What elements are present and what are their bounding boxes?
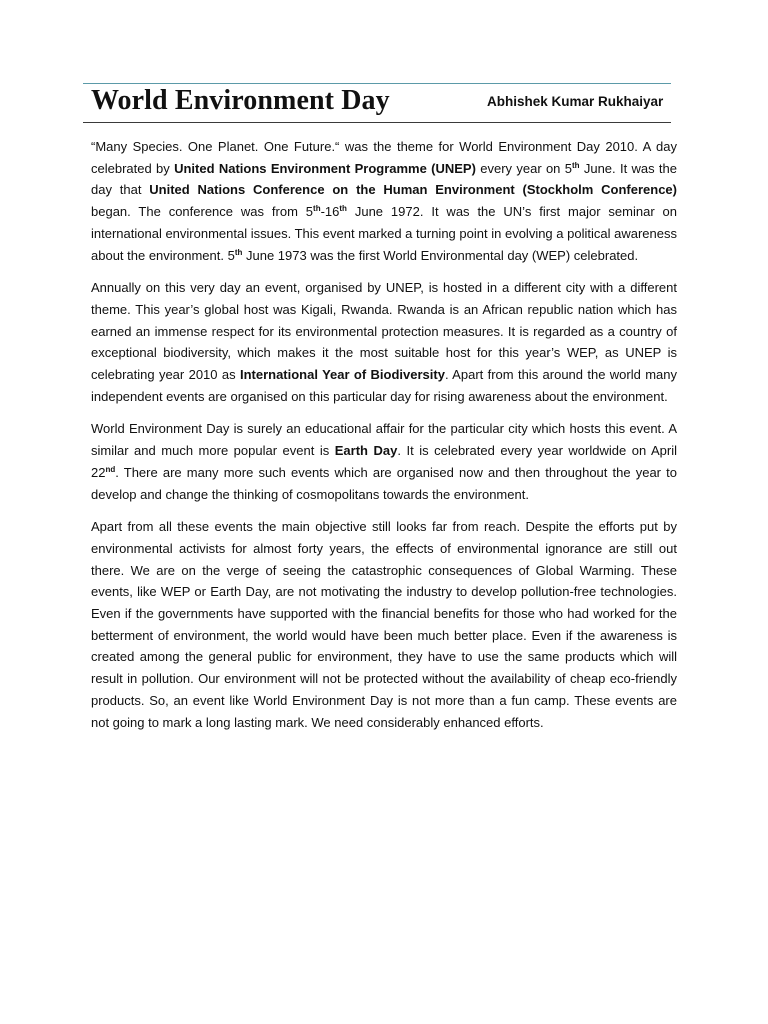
text-run: every year on 5	[475, 160, 572, 176]
paragraph-conclusion	[91, 516, 677, 733]
ordinal-superscript: nd	[105, 464, 116, 474]
article-body	[91, 136, 677, 744]
text-run: . It is celebrated every year worldwide on April 22	[91, 443, 677, 480]
text-run: Apart from all these events the main objective still looks far from reach. Despite the efforts put by environmental activists for almost forty years, the effects of environmental ignorance are still out there. We are on the verge of seeing the catastrophic consequences of Global Warming. These events, like WEP or Earth Day, are not motivating the industry to develop pollution-free technologies. Even if the governments have supported with the financial benefits for those who had worked for the betterment of environment, the world would have been much better place. Even if the awareness is created among the general public for environment, they have to use the same products which will result in pollution. Our environment will not be protected without the availability of cheap eco-friendly products. So, an event like World Environment Day is not more than a fun camp. These events are not going to mark a long lasting mark. We need considerably enhanced efforts.	[91, 519, 677, 730]
paragraph-theme-history	[91, 136, 677, 266]
ordinal-superscript: th	[339, 204, 347, 214]
text-run: . There are many more such events which are organised now and then throughout the year to develop and change the thinking of cosmopolitans towards the environment.	[91, 464, 677, 502]
bold-term-biodiversity-year: International Year of Biodiversity	[239, 367, 445, 383]
author-name: Abhishek Kumar Rukhaiyar	[487, 94, 664, 109]
text-run: “Many Species. One Planet. One Future.“ was the theme for World Environment Day 2010. A day celebrated by	[91, 139, 677, 176]
document-title: World Environment Day	[91, 85, 390, 116]
text-run: Annually on this very day an event, organised by UNEP, is hosted in a different city with a different theme. This year’s global host was Kigali, Rwanda. Rwanda is an African republic nation which has earned an immense respect for its environmental protection measures. It is regarded as a country of exceptional biodiversity, which makes it the most suitable host for this year’s WEP, as UNEP is celebrating year 2010 as	[91, 280, 677, 383]
text-run: . Apart from this around the world many independent events are organised on this particular day for rising awareness about the environment.	[91, 367, 678, 404]
bold-term-unep: United Nations Environment Programme (UNEP)	[174, 160, 476, 176]
text-run: June 1972. It was the UN’s first major seminar on international environmental issues. This event marked a turning point in evolving a political awareness about the environment. 5	[91, 204, 678, 263]
text-run: began. The conference was from 5	[91, 204, 314, 220]
bold-term-earth-day: Earth Day	[334, 443, 398, 459]
text-run: June 1973 was the first World Environmental day (WEP) celebrated.	[242, 247, 639, 263]
ordinal-superscript: th	[234, 247, 243, 257]
bold-term-stockholm-conference: United Nations Conference on the Human Environment (Stockholm Conference)	[149, 182, 677, 198]
text-run: June. It was the day that	[91, 160, 678, 198]
document-header	[83, 83, 671, 123]
paragraph-annual-event	[91, 277, 677, 407]
ordinal-superscript: th	[313, 204, 321, 214]
text-run: World Environment Day is surely an educational affair for the particular city which hosts this event. A similar and much more popular event is	[91, 421, 677, 459]
ordinal-superscript: th	[571, 160, 580, 170]
paragraph-earth-day	[91, 418, 677, 505]
text-run: -16	[320, 204, 340, 220]
